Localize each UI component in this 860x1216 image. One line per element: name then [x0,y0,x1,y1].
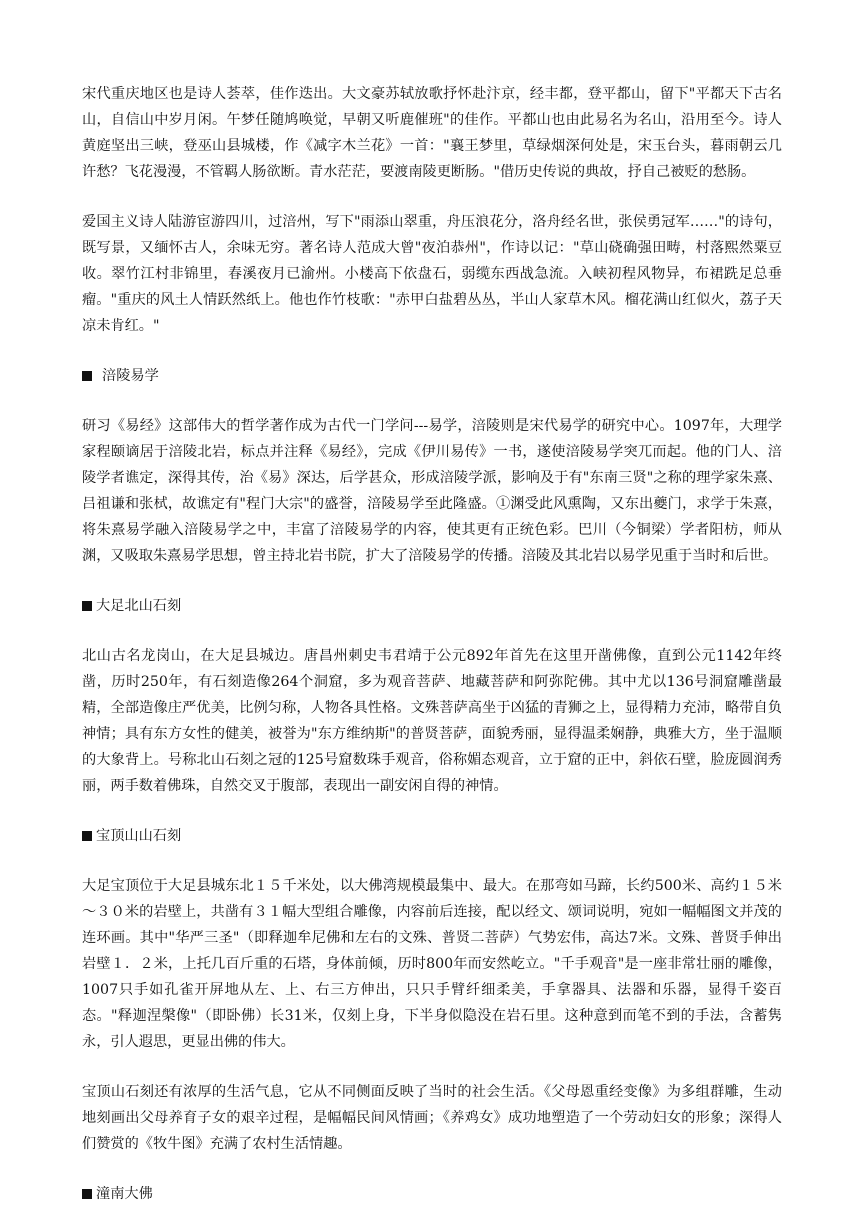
paragraph-gap [82,339,782,363]
section-heading-text: 大足北山石刻 [96,598,182,614]
paragraph-gap [82,619,782,643]
square-bullet-icon [82,601,92,611]
paragraph-baoding-1: 大足宝顶位于大足县城东北１５千米处，以大佛湾规模最集中、最大。在那弯如马蹄，长约500米、高约１５米～３０米的岩壁上，共凿有３１幅大型组合雕像，内容前后连接，配以经文、颂词说明，宛如一幅幅图文并茂的连环画。其中"华严三圣"（即释迦牟尼佛和左右的文殊、普贤二菩萨）气势宏伟，高达7米。文殊、普贤手伸出岩壁１．２米，上托几百斤重的石塔，身体前倾，历时800年而安然屹立。"千手观音"是一座非常壮丽的雕像，1007只手如孔雀开屏地从左、上、右三方伸出，只只手臂纤细柔美，手拿器具、法器和乐器，显得千姿百态。"释迦涅槃像"（即卧佛）长31米，仅刻上身，下半身似隐没在岩石里。这种意到而笔不到的手法，含蓄隽永，引人遐思，更显出佛的伟大。 [82,878,782,1050]
section-heading-text: 涪陵易学 [102,368,159,384]
paragraph-gap [82,1157,782,1181]
paragraph-song-poets: 宋代重庆地区也是诗人荟萃，佳作迭出。大文豪苏轼放歌抒怀赴汴京，经丰都，登平都山，留下"平都天下古名山，自信山中岁月闲。午梦任随鸠唤觉，早朝又听鹿催班"的佳作。平都山也由此易名为名山，沿用至今。诗人黄庭坚出三峡，登巫山县城楼，作《减字木兰花》一首："襄王梦里，草绿烟深何处是，宋玉台头，暮雨朝云几许愁？飞花漫漫，不管羁人肠欲断。青水茫茫，要渡南陵更断肠。"借历史传说的典故，抒自己被贬的愁肠。 [82,86,782,180]
square-bullet-icon [82,1189,92,1199]
paragraph-gap [82,389,782,413]
section-heading-tongnan [82,1181,782,1207]
paragraph-gap [82,799,782,823]
section-heading-text: 潼南大佛 [96,1186,153,1202]
document-page [82,81,782,1207]
paragraph-gap [82,849,782,873]
section-heading-beishan [82,593,782,619]
section-heading-text: 宝顶山山石刻 [96,828,182,844]
paragraph-gap [82,185,782,209]
paragraph-beishan: 北山古名龙岗山，在大足县城边。唐昌州刺史韦君靖于公元892年首先在这里开凿佛像，直到公元1142年终凿，历时250年，有石刻造像264个洞窟，多为观音菩萨、地藏菩萨和阿弥陀佛。其中尤以136号洞窟雕凿最精，全部造像庄严优美，比例匀称，人物各具性格。文殊菩萨高坐于凶猛的青狮之上，显得精力充沛，略带自负神情；具有东方女性的健美，被誉为"东方维纳斯"的普贤菩萨，面貌秀丽，显得温柔娴静，典雅大方，坐于温顺的大象背上。号称北山石刻之冠的125号窟数珠手观音，俗称媚态观音，立于窟的正中，斜依石壁，脸庞圆润秀丽，两手数着佛珠，自然交叉于腹部，表现出一副安闲自得的神情。 [82,648,782,794]
paragraph-gap [82,569,782,593]
paragraph-gap [82,1055,782,1079]
square-bullet-icon [82,371,92,381]
square-bullet-icon [82,831,92,841]
paragraph-fuling-yixue: 研习《易经》这部伟大的哲学著作成为古代一门学问---易学，涪陵则是宋代易学的研究中心。1097年，大理学家程颐谪居于涪陵北岩，标点并注释《易经》，完成《伊川易传》一书，遂使涪陵易学突兀而起。他的门人、涪陵学者谯定，深得其传，治《易》深达，后学甚众，形成涪陵学派，影响及于有"东南三贤"之称的理学家朱熹、吕祖谦和张栻，故谯定有"程门大宗"的盛誉，涪陵易学至此隆盛。①渊受此风熏陶，又东出夔门，求学于朱熹，将朱熹易学融入涪陵易学之中，丰富了涪陵易学的内容，使其更有正统色彩。巴川（今铜梁）学者阳枋，师从渊，又吸取朱熹易学思想，曾主持北岩书院，扩大了涪陵易学的传播。涪陵及其北岩以易学见重于当时和后世。 [82,418,782,564]
paragraph-baoding-2: 宝顶山石刻还有浓厚的生活气息，它从不同侧面反映了当时的社会生活。《父母恩重经变像》为多组群雕，生动地刻画出父母养育子女的艰辛过程，是幅幅民间风情画；《养鸡女》成功地塑造了一个劳动妇女的形象；深得人们赞赏的《牧牛图》充满了农村生活情趣。 [82,1084,782,1152]
section-heading-baoding [82,823,782,849]
paragraph-lu-you: 爱国主义诗人陆游宦游四川，过涪州，写下"雨添山翠重，舟压浪花分，洛舟经名世，张侯勇冠军……"的诗句，既写景，又缅怀古人，余味无穷。著名诗人范成大曾"夜泊恭州"，作诗以记："草山硗确强田畴，村落熙然粟豆收。翠竹江村非锦里，春溪夜月已渝州。小楼高下依盘石，弱缆东西战急流。入峡初程风物异，布裙跣足总垂瘤。"重庆的风土人情跃然纸上。他也作竹枝歌："赤甲白盐碧丛丛，半山人家草木风。榴花满山红似火，荔子天凉未肯红。" [82,214,782,334]
section-heading-fuling [82,363,782,389]
